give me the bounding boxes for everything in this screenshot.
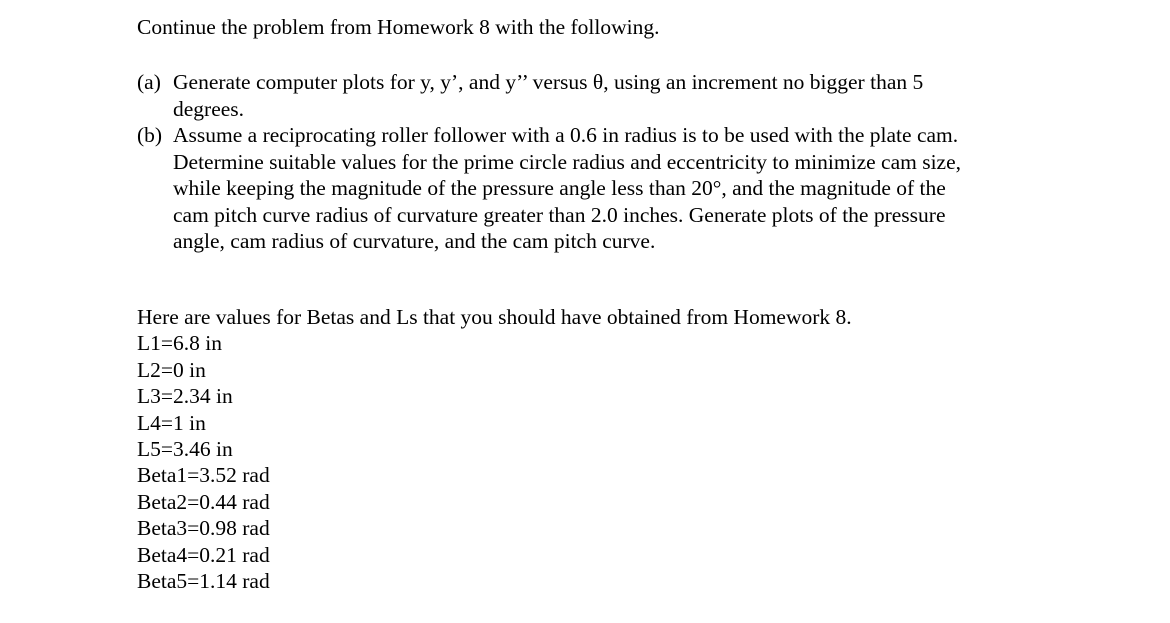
values-section	[137, 304, 852, 594]
value-beta2: Beta2=0.44 rad	[137, 489, 270, 514]
part-b-line-1: Assume a reciprocating roller follower with a 0.6 in radius is to be used with the plate cam.	[173, 123, 959, 147]
problem-parts-list	[137, 69, 1037, 255]
part-a-marker: (a)	[137, 70, 161, 94]
value-l1: L1=6.8 in	[137, 331, 222, 356]
part-b-line-2: Determine suitable values for the prime circle radius and eccentricity to minimize cam size,	[173, 149, 962, 174]
part-b-marker: (b)	[137, 123, 163, 147]
value-l3: L3=2.34 in	[137, 384, 233, 409]
value-beta5: Beta5=1.14 rad	[137, 569, 270, 594]
part-b-line-3: while keeping the magnitude of the pressure angle less than 20°, and the magnitude of the	[173, 176, 946, 200]
value-l5: L5=3.46 in	[137, 437, 233, 462]
part-a	[137, 69, 1037, 122]
values-heading: Here are values for Betas and Ls that you should have obtained from Homework 8.	[137, 305, 852, 329]
part-b	[137, 122, 1037, 255]
value-beta4: Beta4=0.21 rad	[137, 542, 270, 567]
value-l2: L2=0 in	[137, 357, 206, 382]
part-b-line-5: angle, cam radius of curvature, and the cam pitch curve.	[173, 229, 656, 253]
value-l4: L4=1 in	[137, 410, 206, 435]
part-a-line-1: Generate computer plots for y, y’, and y’’ versus θ, using an increment no bigger than 5	[173, 70, 924, 94]
part-a-line-2: degrees.	[173, 96, 245, 121]
value-beta1: Beta1=3.52 rad	[137, 463, 270, 488]
part-b-line-4: cam pitch curve radius of curvature greater than 2.0 inches. Generate plots of the pressure	[173, 202, 946, 227]
intro-text: Continue the problem from Homework 8 with the following.	[137, 15, 660, 39]
value-beta3: Beta3=0.98 rad	[137, 516, 270, 541]
